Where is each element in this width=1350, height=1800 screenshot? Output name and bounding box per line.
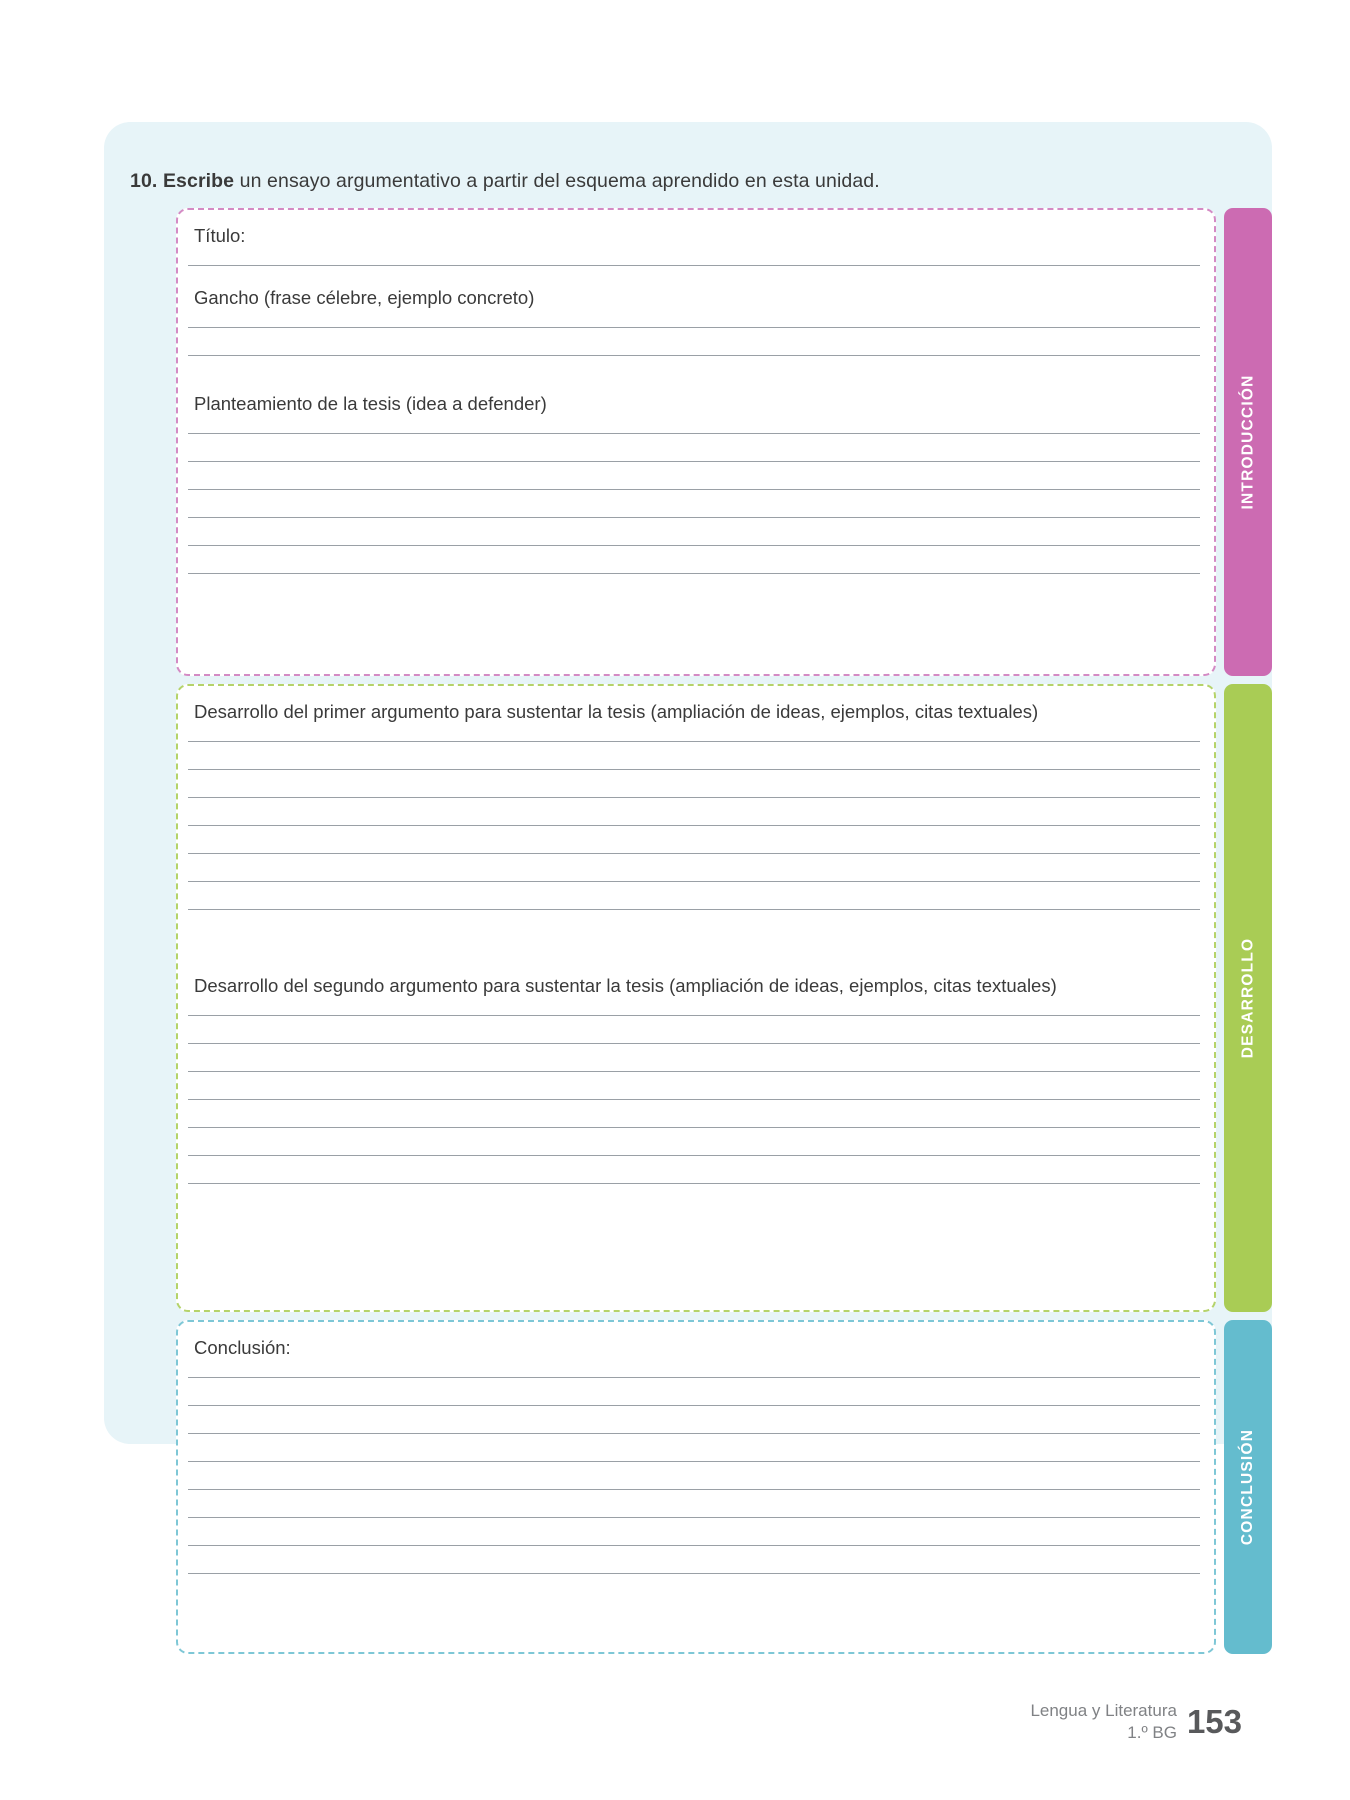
tab-desarrollo [1224,684,1272,1312]
writing-line[interactable] [188,1155,1200,1156]
field-argumento-1-label: Desarrollo del primer argumento para sustentar la tesis (ampliación de ideas, ejemplos, citas textuales) [194,701,1039,722]
tab-introduccion [1224,208,1272,676]
writing-line[interactable] [188,327,1200,328]
writing-line[interactable] [188,1461,1200,1462]
tab-desarrollo-label: DESARROLLO [1239,937,1256,1059]
writing-line[interactable] [188,1015,1200,1016]
writing-line[interactable] [188,1573,1200,1574]
activity-instruction [130,168,1130,194]
writing-line[interactable] [188,1405,1200,1406]
footer-level: 1.º BG [1127,1723,1177,1742]
page-number: 153 [1186,1703,1242,1740]
activity-number: 10. [130,170,158,192]
writing-line[interactable] [188,1127,1200,1128]
writing-line[interactable] [188,769,1200,770]
writing-line[interactable] [188,545,1200,546]
writing-line[interactable] [188,1517,1200,1518]
field-tesis-label: Planteamiento de la tesis (idea a defender) [194,393,547,414]
section-conclusion [176,1320,1216,1654]
writing-line[interactable] [188,853,1200,854]
writing-line[interactable] [188,517,1200,518]
writing-line[interactable] [188,1071,1200,1072]
page-footer [1030,1700,1242,1744]
writing-line[interactable] [188,825,1200,826]
section-desarrollo [176,684,1216,1312]
writing-line[interactable] [188,1489,1200,1490]
field-gancho-label: Gancho (frase célebre, ejemplo concreto) [194,287,535,308]
field-argumento-2-label: Desarrollo del segundo argumento para sustentar la tesis (ampliación de ideas, ejemplos, citas textuales) [194,975,1057,996]
field-conclusion-label: Conclusión: [194,1337,291,1358]
writing-line[interactable] [188,881,1200,882]
writing-line[interactable] [188,1043,1200,1044]
field-conclusion [178,1336,1214,1574]
activity-text: un ensayo argumentativo a partir del esquema aprendido en esta unidad. [234,170,880,192]
field-argumento-2 [178,974,1214,1184]
section-introduccion [176,208,1216,676]
field-titulo-label: Título: [194,225,246,246]
writing-line[interactable] [188,1183,1200,1184]
writing-line[interactable] [188,433,1200,434]
writing-line[interactable] [188,355,1200,356]
writing-line[interactable] [188,265,1200,266]
writing-line[interactable] [188,1099,1200,1100]
field-tesis [178,392,1214,574]
writing-line[interactable] [188,489,1200,490]
writing-line[interactable] [188,741,1200,742]
writing-line[interactable] [188,909,1200,910]
activity-verb: Escribe [162,170,235,192]
writing-line[interactable] [188,1433,1200,1434]
field-gancho [178,286,1214,356]
writing-line[interactable] [188,797,1200,798]
field-argumento-1 [178,700,1214,910]
writing-line[interactable] [188,573,1200,574]
writing-line[interactable] [188,1545,1200,1546]
tab-introduccion-label: INTRODUCCIÓN [1239,374,1257,510]
field-titulo [178,224,1214,266]
tab-conclusion [1224,1320,1272,1654]
tab-conclusion-label: CONCLUSIÓN [1239,1428,1257,1546]
footer-subject: Lengua y Literatura [1030,1701,1177,1720]
writing-line[interactable] [188,461,1200,462]
footer-book-info [1030,1700,1177,1744]
writing-line[interactable] [188,1377,1200,1378]
